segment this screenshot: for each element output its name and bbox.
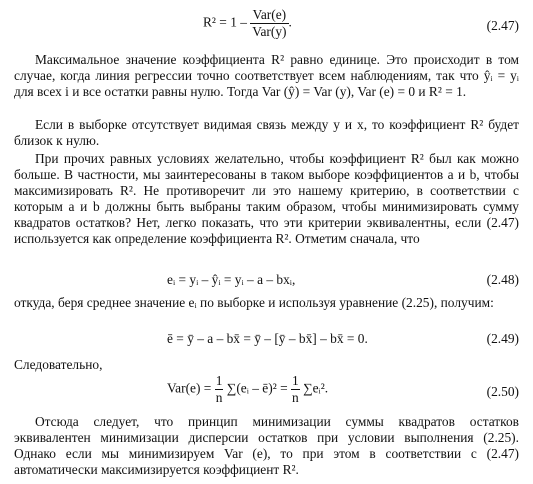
paragraph-3 <box>14 151 519 248</box>
equation-lhs: Var(e) = <box>167 380 212 396</box>
fraction-denominator: Var(y) <box>252 24 287 39</box>
fraction <box>291 374 300 405</box>
paragraph-text: Максимальное значение коэффициента R² равно единице. Это происходит в том случае, когда линия регрессии точно соответствует всем наблюдениям, так что ŷᵢ = yᵢ для всех i и все остатки равны нулю. Тогда Var (ŷ) = Var (y), Var (e) = 0 и R² = 1. <box>14 52 519 100</box>
equation-tail: . <box>288 14 292 30</box>
fraction <box>250 8 288 39</box>
equation-2-49 <box>167 331 368 347</box>
paragraph-5 <box>14 357 519 373</box>
equation-sum-1: ∑(eᵢ – ē)² = <box>226 380 288 396</box>
equation-number: (2.48) <box>486 272 519 287</box>
fraction-numerator: Var(e) <box>250 8 288 24</box>
fraction <box>215 374 224 405</box>
paragraph-1 <box>14 52 519 100</box>
equation-number: (2.47) <box>486 18 519 33</box>
equation-body: eᵢ = yᵢ – ŷᵢ = yᵢ – a – bxᵢ, <box>167 272 296 287</box>
paragraph-text: При прочих равных условиях желательно, чтобы коэффициент R² был как можно больше. В частности, мы заинтересованы в таком выборе коэффициентов a и b, чтобы максимизировать R². Не противоречит ли это нашему критерию, в соответствии с которым a и b должны быть выбраны таким образом, чтобы минимизировать сумму квадратов остатков? Нет, легко показать, что эти критерии эквивалентны, если (2.47) используется как определение коэффициента R². Отметим сначала, что <box>14 151 519 247</box>
paragraph-6 <box>14 414 519 478</box>
paragraph-text: Отсюда следует, что принцип минимизации суммы квадратов остатков эквивалентен минимизации дисперсии остатков при условии выполнения (2.25). Однако если мы минимизируем Var (e), то при этом в соответствии с (2.47) автоматически максимизируется коэффициент R². <box>14 414 519 478</box>
equation-lhs: R² = 1 – <box>203 14 247 30</box>
fraction-numerator: 1 <box>292 373 299 388</box>
equation-2-48 <box>167 272 295 288</box>
equation-2-50 <box>167 374 328 405</box>
paragraph-4 <box>14 295 519 311</box>
paragraph-text: Следовательно, <box>14 357 103 372</box>
equation-number: (2.50) <box>486 384 519 399</box>
fraction-denominator: n <box>292 390 299 405</box>
paragraph-text: откуда, беря среднее значение eᵢ по выборке и используя уравнение (2.25), получим: <box>14 295 494 310</box>
equation-body: ē = ȳ – a – bx̄ = ȳ – [ȳ – bx̄] – bx̄ = 0. <box>167 331 368 346</box>
paragraph-2 <box>14 117 519 149</box>
equation-number: (2.49) <box>486 331 519 346</box>
fraction-denominator: n <box>215 390 223 405</box>
fraction-numerator: 1 <box>215 373 223 388</box>
equation-2-47 <box>203 8 292 39</box>
paragraph-text: Если в выборке отсутствует видимая связь между y и x, то коэффициент R² будет близок к нулю. <box>14 117 519 149</box>
equation-sum-2: ∑eᵢ². <box>303 380 329 396</box>
